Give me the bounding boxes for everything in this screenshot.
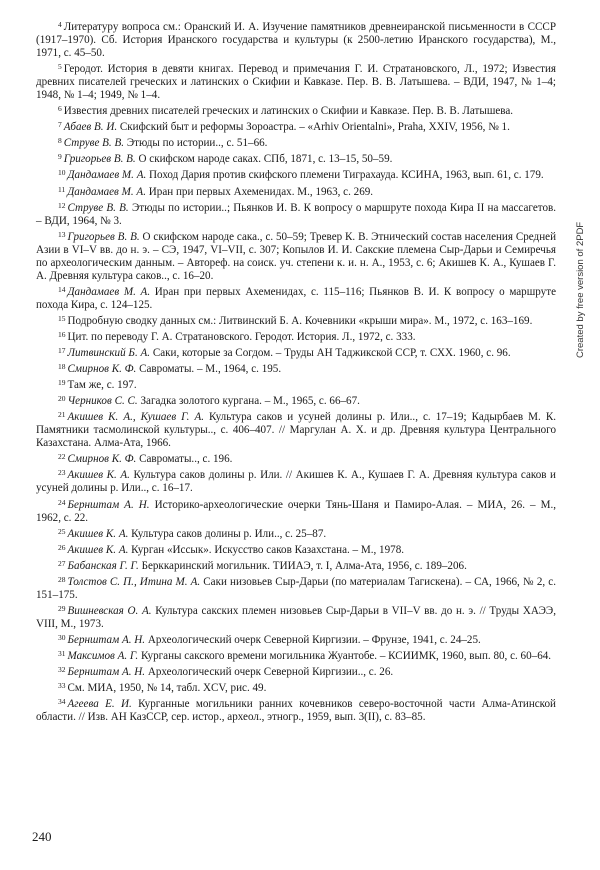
footnotes-block: [36, 18, 556, 724]
footnote-4: [36, 18, 556, 60]
footnote-15: [36, 312, 556, 328]
footnote-text: Цит. по переводу Г. А. Стратановского. Геродот. История. Л., 1972, с. 333.: [67, 330, 416, 343]
footnote-number: 27: [58, 558, 66, 568]
footnote-number: 32: [58, 665, 66, 675]
footnote-text: Иран при первых Ахеменидах, с. 115–116; Пьянков В. И. К вопросу о маршруте похода Кира, с. 124–125.: [36, 285, 556, 311]
footnote-32: [36, 663, 556, 679]
footnote-text: Историко-археологические очерки Тянь-Шаня и Памиро-Алая. – МИА, 26. – М., 1962, с. 22.: [36, 498, 556, 524]
footnote-number: 20: [58, 394, 66, 404]
footnote-9: [36, 150, 556, 166]
footnote-number: 33: [58, 681, 66, 691]
footnote-text: Археологический очерк Северной Киргизии.., с. 26.: [147, 666, 394, 679]
footnote-number: 22: [58, 452, 66, 462]
footnote-24: [36, 496, 556, 525]
footnote-author: Литвинский Б. А.: [67, 347, 151, 360]
footnote-author: Григорьев В. В.: [63, 153, 136, 166]
footnote-12: [36, 199, 556, 228]
page-number: 240: [32, 829, 52, 844]
footnote-text: См. МИА, 1950, № 14, табл. XCV, рис. 49.: [67, 682, 267, 695]
footnote-number: 25: [58, 526, 66, 536]
footnote-author: Смирнов К. Ф.: [67, 363, 137, 376]
footnote-number: 5: [58, 62, 62, 72]
footnote-22: [36, 450, 556, 466]
footnote-number: 31: [58, 648, 66, 658]
footnote-number: 28: [58, 574, 66, 584]
footnote-text: Поход Дария против скифского племени Тиграхауда. КСИНА, 1963, вып. 61, с. 179.: [149, 169, 544, 182]
footnote-number: 13: [58, 229, 66, 239]
footnote-text: Савроматы. – М., 1964, с. 195.: [139, 363, 282, 376]
footnote-text: Берккаринский могильник. ТИИАЭ, т. I, Алма-Ата, 1956, с. 189–206.: [141, 559, 467, 572]
footnote-text: Культура саков долины р. Или.., с. 25–87.: [131, 527, 327, 540]
footnote-text: Савроматы.., с. 196.: [139, 453, 233, 466]
footnote-number: 16: [58, 329, 66, 339]
footnote-author: Максимов А. Г.: [67, 649, 139, 662]
footnote-author: Черников С. С.: [67, 395, 138, 408]
footnote-28: [36, 573, 556, 602]
footnote-8: [36, 134, 556, 150]
footnote-text: О скифском народе саках. СПб, 1871, с. 13–15, 50–59.: [138, 153, 393, 166]
footnote-26: [36, 541, 556, 557]
footnote-7: [36, 118, 556, 134]
watermark-text: Created by free version of 2PDF: [575, 221, 586, 359]
footnote-number: 14: [58, 284, 66, 294]
footnote-author: Дандамаев М. А.: [67, 285, 151, 298]
footnote-19: [36, 376, 556, 392]
footnote-text: Культура сакских племен низовьев Сыр-Дарьи в VII–V вв. до н. э. // Труды ХАЭЭ, VIII, М., 1973.: [36, 604, 556, 630]
footnote-text: Подробную сводку данных см.: Литвинский Б. А. Кочевники «крыши мира». М., 1972, с. 163–169.: [67, 314, 533, 327]
footnote-number: 18: [58, 362, 66, 372]
footnote-author: Бернштам А. Н.: [67, 633, 146, 646]
footnote-author: Бернштам А. Н.: [67, 498, 150, 511]
footnote-number: 12: [58, 200, 66, 210]
footnote-text: Археологический очерк Северной Киргизии. – Фрунзе, 1941, с. 24–25.: [147, 633, 481, 646]
footnote-text: Курган «Иссык». Искусство саков Казахстана. – М., 1978.: [131, 543, 405, 556]
footnote-text: Саки, которые за Согдом. – Труды АН Таджикской ССР, т. СХХ. 1960, с. 96.: [152, 347, 511, 360]
footnote-13: [36, 228, 556, 283]
footnote-number: 29: [58, 603, 66, 613]
footnote-author: Акишев К. А.: [67, 527, 129, 540]
footnote-17: [36, 344, 556, 360]
footnote-number: 23: [58, 468, 66, 478]
footnote-number: 17: [58, 346, 66, 356]
footnote-16: [36, 328, 556, 344]
footnote-25: [36, 525, 556, 541]
footnote-number: 7: [58, 120, 62, 130]
footnote-author: Толстов С. П., Итина М. А.: [67, 575, 201, 588]
footnote-27: [36, 557, 556, 573]
footnote-number: 6: [58, 104, 62, 114]
footnote-18: [36, 360, 556, 376]
footnote-number: 34: [58, 697, 66, 707]
footnote-author: Абаев В. И.: [63, 121, 118, 134]
footnote-33: [36, 679, 556, 695]
footnote-text: Загадка золотого кургана. – М., 1965, с. 66–67.: [140, 395, 360, 408]
footnote-number: 19: [58, 378, 66, 388]
footnote-number: 30: [58, 632, 66, 642]
footnote-author: Акишев К. А., Кушаев Г. А.: [67, 411, 205, 424]
footnote-number: 8: [58, 136, 62, 146]
footnote-author: Вишневская О. А.: [67, 604, 152, 617]
footnote-29: [36, 602, 556, 631]
footnote-author: Агеева Е. И.: [67, 698, 132, 711]
footnote-text: Геродот. История в девяти книгах. Перевод и примечания Г. И. Стратановского, Л., 1972; Известия древних писателей греческих и латинских о Скифии и Кавказе. Пер. В. В. Латышева. – ВДИ, 1947, № 1–4; 1948, № 1–4; 1949, № 1–4.: [36, 63, 556, 102]
footnote-10: [36, 166, 556, 182]
footnote-number: 10: [58, 168, 66, 178]
footnote-31: [36, 647, 556, 663]
footnote-author: Бабанская Г. Г.: [67, 559, 139, 572]
footnote-text: Культура саков и усуней долины р. Или.., с. 17–19; Кадырбаев М. К. Памятники тасмолинской культуры.., с. 406–407. // Маргулан А. Х. и др. Древняя культура Центрального Казахстана. Алма-Ата, 1966.: [36, 411, 556, 450]
footnote-number: 15: [58, 313, 66, 323]
footnote-text: Саки низовьев Сыр-Дарьи (по материалам Тагискена). – СА, 1966, № 2, с. 151–175.: [36, 575, 556, 601]
footnote-author: Струве В. В.: [67, 201, 129, 214]
footnote-number: 9: [58, 152, 62, 162]
footnote-author: Дандамаев М. А.: [67, 169, 147, 182]
footnote-text: Курганы сакского времени могильника Жуантобе. – КСИИМК, 1960, вып. 80, с. 60–64.: [140, 649, 552, 662]
footnote-text: Курганные могильники ранних кочевников северо-восточной части Алма-Атинской области. // Изв. АН КазССР, сер. истор., археол., этногр., 1959, вып. 3(II), с. 83–85.: [36, 698, 556, 724]
footnote-21: [36, 408, 556, 450]
footnote-number: 26: [58, 542, 66, 552]
footnote-text: Литературу вопроса см.: Оранский И. А. Изучение памятников древнеиранской письменности в СССР (1917–1970). Сб. История Иранского государства и культуры (к 2500-летию Иранского государства), М., 1971, с. 45–50.: [36, 21, 556, 60]
footnote-number: 4: [58, 20, 62, 29]
footnote-20: [36, 392, 556, 408]
footnote-author: Струве В. В.: [63, 137, 125, 150]
footnote-14: [36, 283, 556, 312]
footnote-5: [36, 60, 556, 102]
footnote-34: [36, 695, 556, 724]
footnote-6: [36, 102, 556, 118]
footnote-text: О скифском народе сака., с. 50–59; Тревер К. В. Этнический состав населения Средней Азии в VI–V вв. до н. э. – СЭ, 1947, VI–VII, с. 307; Копылов И. И. Сакские племена Сыр-Дарьи и Семиречья по археологическим данным. – Автореф. на соиск. уч. степени к. и. н. А., 1953, с. 6; Акишев К. А., Кушаев Г. А. Древняя культура саков.., с. 16–20.: [36, 230, 557, 282]
footnote-author: Бернштам А. Н.: [67, 666, 146, 679]
footnote-text: Иран при первых Ахеменидах. М., 1963, с. 269.: [148, 185, 374, 198]
footnote-number: 24: [58, 497, 66, 507]
footnote-text: Известия древних писателей греческих и латинских о Скифии и Кавказе. Пер. В. В. Латышева.: [63, 105, 514, 118]
footnote-author: Смирнов К. Ф.: [67, 453, 137, 466]
footnote-text: Культура саков долины р. Или. // Акишев К. А., Кушаев Г. А. Древняя культура саков и усуней долины р. Или.., с. 16–17.: [36, 469, 556, 495]
footnote-23: [36, 466, 556, 495]
footnote-number: 21: [58, 410, 66, 420]
footnote-11: [36, 183, 556, 199]
footnote-text: Там же, с. 197.: [67, 379, 137, 392]
footnote-text: Скифский быт и реформы Зороастра. – «Arhiv Orientalni», Praha, XXIV, 1956, № 1.: [119, 121, 510, 134]
footnote-text: Этюды по истории.., с. 51–66.: [126, 137, 268, 150]
footnote-author: Дандамаев М. А.: [67, 185, 146, 198]
footnote-number: 11: [58, 184, 66, 194]
footnote-text: Этюды по истории..; Пьянков И. В. К вопросу о маршруте похода Кира II на массагетов. – ВДИ, 1964, № 3.: [36, 201, 557, 227]
footnote-author: Григорьев В. В.: [67, 230, 140, 243]
footnote-author: Акишев К. А.: [67, 469, 130, 482]
footnote-30: [36, 631, 556, 647]
footnote-author: Акишев К. А.: [67, 543, 129, 556]
